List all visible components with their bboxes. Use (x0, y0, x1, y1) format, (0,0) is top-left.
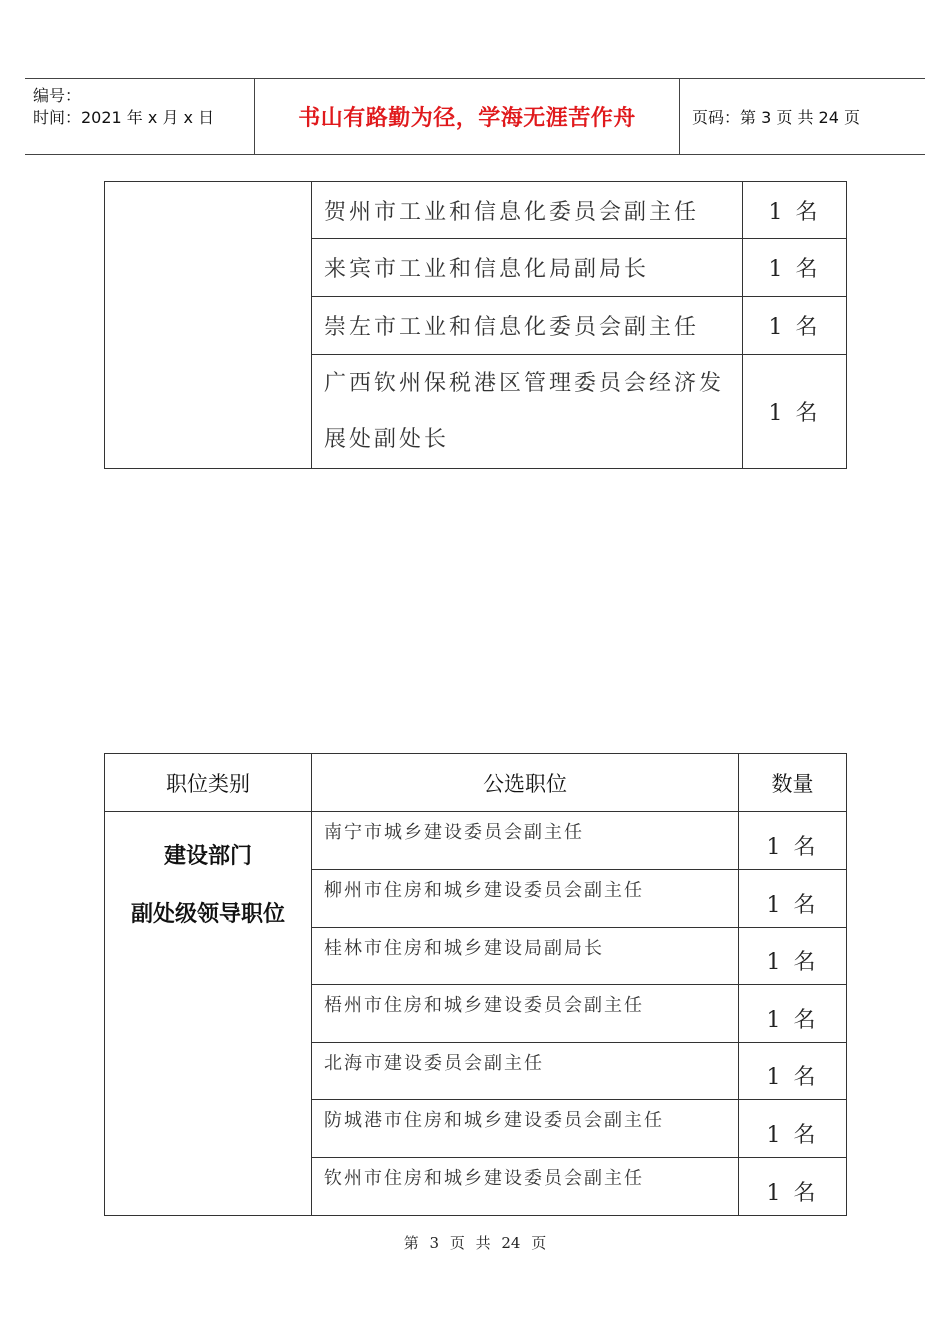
position-cell: 南宁市城乡建设委员会副主任 (312, 812, 739, 870)
count-cell: 1 名 (739, 1158, 847, 1216)
header-position: 公选职位 (312, 754, 739, 812)
header-motto: 书山有路勤为径，学海无涯苦作舟 (298, 106, 636, 131)
position-cell: 防城港市住房和城乡建设委员会副主任 (312, 1100, 739, 1158)
position-cell: 钦州市住房和城乡建设委员会副主任 (312, 1158, 739, 1216)
count-cell: 1 名 (739, 870, 847, 928)
count-cell: 1 名 (739, 985, 847, 1043)
table-row (105, 182, 847, 239)
position-cell: 北海市建设委员会副主任 (312, 1043, 739, 1100)
position-cell: 柳州市住房和城乡建设委员会副主任 (312, 870, 739, 928)
header-category: 职位类别 (105, 754, 312, 812)
header-motto-cell (255, 79, 680, 154)
category-line-1: 建设部门 (163, 844, 252, 869)
position-cell: 梧州市住房和城乡建设委员会副主任 (312, 985, 739, 1043)
category-line-2: 副处级领导职位 (130, 902, 285, 927)
header-count: 数量 (739, 754, 847, 812)
count-cell: 1 名 (739, 1043, 847, 1100)
count-cell: 1 名 (739, 812, 847, 870)
table-header-row (105, 754, 847, 812)
count-cell: 1 名 (743, 355, 847, 469)
position-cell: 来宾市工业和信息化局副局长 (312, 239, 743, 297)
category-cell (105, 812, 312, 1216)
page-header (25, 78, 925, 155)
count-cell: 1 名 (743, 182, 847, 239)
position-cell: 贺州市工业和信息化委员会副主任 (312, 182, 743, 239)
position-cell: 广西钦州保税港区管理委员会经济发展处副处长 (312, 355, 743, 469)
construction-positions-table (104, 753, 847, 1216)
count-cell: 1 名 (739, 928, 847, 985)
position-cell: 桂林市住房和城乡建设局副局长 (312, 928, 739, 985)
count-cell: 1 名 (739, 1100, 847, 1158)
positions-table-continued (104, 181, 847, 469)
table-row (105, 812, 847, 870)
count-cell: 1 名 (743, 297, 847, 355)
category-cell-empty (105, 182, 312, 469)
count-cell: 1 名 (743, 239, 847, 297)
position-cell: 崇左市工业和信息化委员会副主任 (312, 297, 743, 355)
document-date: 时间：2021 年 x 月 x 日 (33, 108, 215, 127)
header-meta (25, 79, 255, 154)
page-footer: 第 3 页 共 24 页 (403, 1234, 547, 1252)
document-number-label: 编号： (33, 86, 82, 105)
header-page-info: 页码：第 3 页 共 24 页 (692, 108, 860, 127)
